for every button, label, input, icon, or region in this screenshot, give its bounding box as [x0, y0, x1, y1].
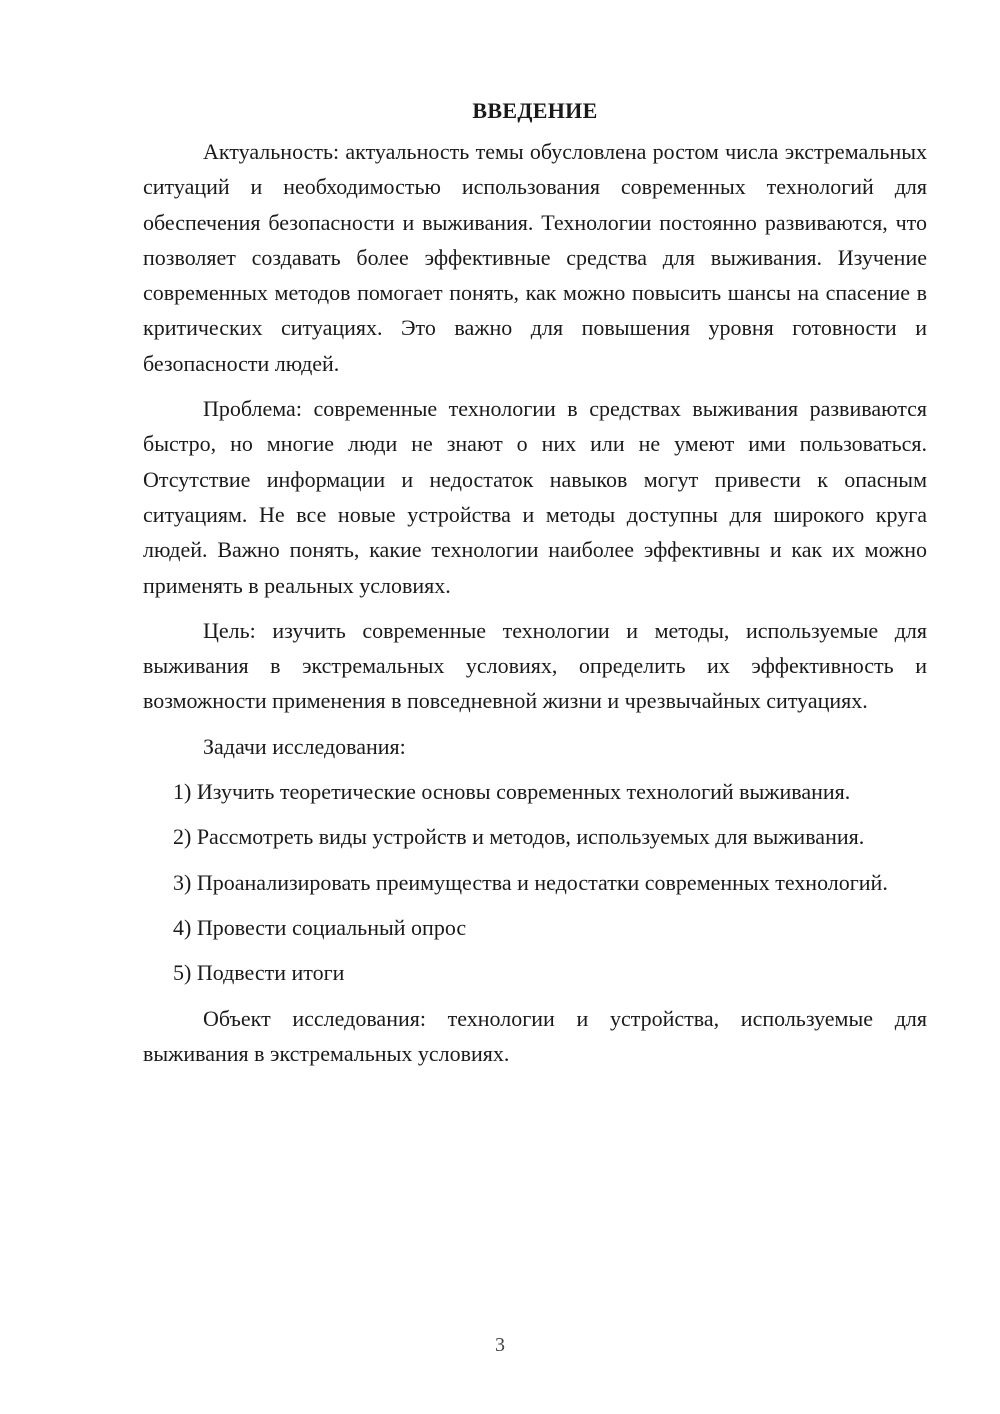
task-item-5: 5) Подвести итоги: [173, 960, 345, 986]
page-number: 3: [495, 1334, 505, 1356]
page-title: ВВЕДЕНИЕ: [472, 98, 598, 123]
task-item-3: 3) Проанализировать преимущества и недостатки современных технологий.: [173, 869, 888, 895]
paragraph-goal: Цель: изучить современные технологии и методы, используемые для выживания в экстремальных условиях, определить их эффективность и возможности применения в повседневной жизни и чрезвычайных ситуациях.: [143, 617, 927, 714]
task-item-2: 2) Рассмотреть виды устройств и методов, используемых для выживания.: [173, 824, 865, 850]
paragraph-problem: Проблема: современные технологии в средствах выживания развиваются быстро, но многие люди не знают о них или не умеют ими пользоваться. Отсутствие информации и недостаток навыков могут привести к опасным ситуациям. Не все новые устройства и методы доступны для широкого круга людей. Важно понять, какие технологии наиболее эффективны и как их можно применять в реальных условиях.: [143, 396, 927, 598]
tasks-heading: Задачи исследования:: [203, 733, 406, 759]
paragraph-object: Объект исследования: технологии и устройства, используемые для выживания в экстремальных условиях.: [143, 1005, 927, 1066]
task-item-1: 1) Изучить теоретические основы современных технологий выживания.: [173, 779, 851, 805]
tasks-list: [143, 774, 927, 990]
task-item-4: 4) Провести социальный опрос: [173, 914, 467, 940]
page-content: [143, 94, 927, 1081]
paragraph-relevance: Актуальность: актуальность темы обусловлена ростом числа экстремальных ситуаций и необходимостью использования современных технологий для обеспечения безопасности и выживания. Технологии постоянно развиваются, что позволяет создавать более эффективные средства для выживания. Изучение современных методов помогает понять, как можно повысить шансы на спасение в критических ситуациях. Это важно для повышения уровня готовности и безопасности людей.: [143, 139, 927, 376]
